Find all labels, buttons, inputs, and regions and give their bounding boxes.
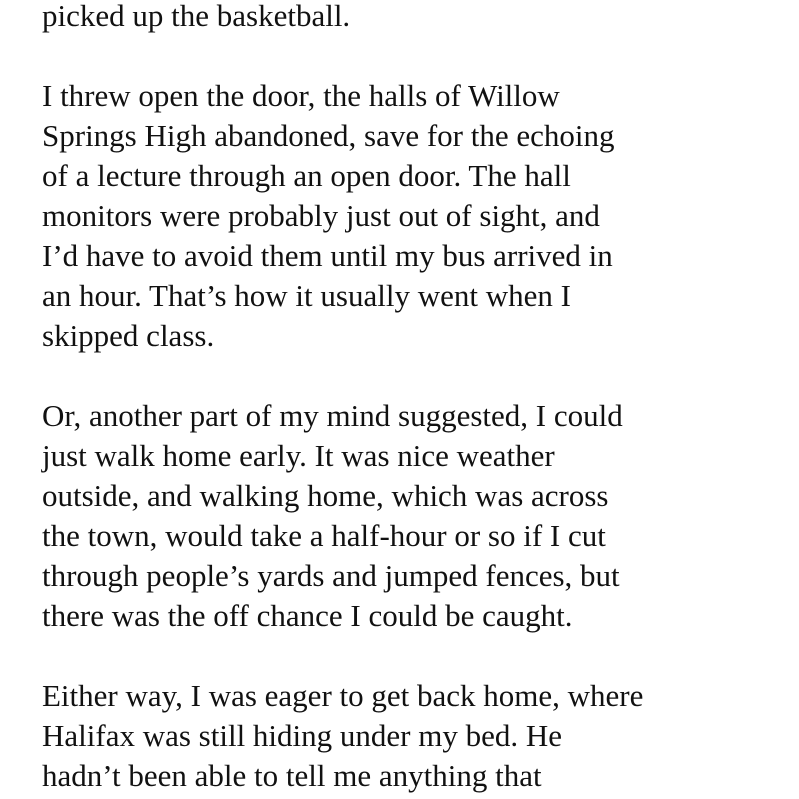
paragraph-2-line-5: I’d have to avoid them until my bus arrived in bbox=[42, 238, 613, 273]
paragraph-2-line-6: an hour. That’s how it usually went when I bbox=[42, 278, 571, 313]
paragraph-3-line-4: the town, would take a half-hour or so if I cut bbox=[42, 518, 606, 553]
paragraph-3-line-2: just walk home early. It was nice weather bbox=[42, 438, 555, 473]
paragraph-2-line-3: of a lecture through an open door. The hall bbox=[42, 158, 571, 193]
paragraph-3-line-6: there was the off chance I could be caught. bbox=[42, 598, 573, 633]
paragraph-2-line-2: Springs High abandoned, save for the echoing bbox=[42, 118, 615, 153]
paragraph-3-line-1: Or, another part of my mind suggested, I could bbox=[42, 398, 623, 433]
paragraph-3-line-5: through people’s yards and jumped fences, but bbox=[42, 558, 620, 593]
paragraph-1-line-1: picked up the basketball. bbox=[42, 0, 351, 33]
paragraph-2-line-4: monitors were probably just out of sight, and bbox=[42, 198, 600, 233]
paragraph-3-line-3: outside, and walking home, which was across bbox=[42, 478, 609, 513]
paragraph-4-line-2: Halifax was still hiding under my bed. He bbox=[42, 718, 563, 753]
paragraph-4-line-1: Either way, I was eager to get back home, where bbox=[42, 678, 644, 713]
paragraph-2-line-1: I threw open the door, the halls of Willow bbox=[42, 78, 560, 113]
paragraph-2-line-7: skipped class. bbox=[42, 318, 215, 353]
paragraph-4-line-3: hadn’t been able to tell me anything that bbox=[42, 758, 542, 793]
